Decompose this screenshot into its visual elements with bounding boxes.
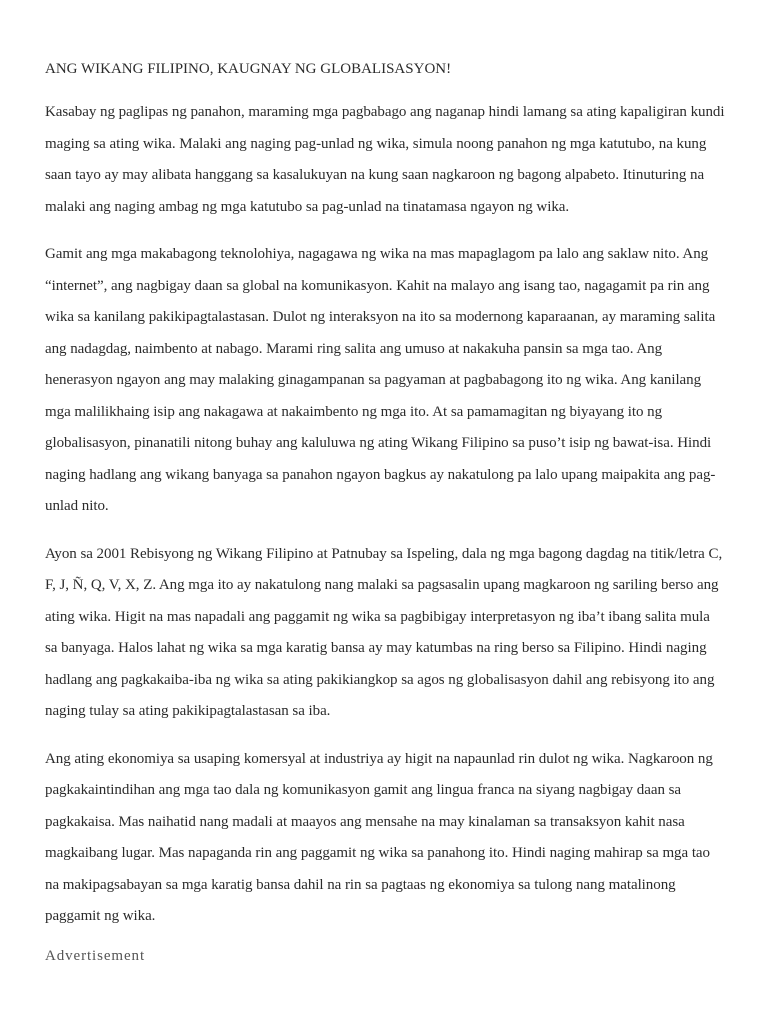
advertisement-label: Advertisement: [45, 948, 146, 964]
article-paragraph-1: Kasabay ng paglipas ng panahon, maraming mga pagbabago ang naganap hindi lamang sa ating kapaligiran kundi maging sa ating wika. Malaki ang naging pag-unlad ng wika, simula noong panahon ng mga katutubo, na kung saan tayo ay may alibata hanggang sa kasalukuyan na kung saan nagkaroon ng bagong alpabeto. Itinuturing na malaki ang naging ambag ng mga katutubo sa pag-unlad na tinatamasa ngayon ng wika.: [45, 104, 725, 215]
article-paragraph-3: Ayon sa 2001 Rebisyong ng Wikang Filipino at Patnubay sa Ispeling, dala ng mga bagong dagdag na titik/letra C, F, J, Ñ, Q, V, X, Z. Ang mga ito ay nakatulong nang malaki sa pagsasalin upang magkaroon ng sariling berso ang ating wika. Higit na mas napadali ang paggamit ng wika sa pagbibigay interpretasyon ng iba’t ibang salita mula sa banyaga. Halos lahat ng wika sa mga karatig bansa ay may katumbas na ring berso sa Filipino. Hindi naging hadlang ang pagkakaiba-iba ng wika sa ating pakikiangkop sa agos ng globalisasyon dahil ang rebisyong ito ang naging tulay sa ating pakikipagtalastasan sa iba.: [45, 545, 723, 719]
article: [45, 58, 725, 949]
article-paragraph-4: Ang ating ekonomiya sa usaping komersyal at industriya ay higit na napaunlad rin dulot ng wika. Nagkaroon ng pagkakaintindihan ang mga tao dala ng komunikasyon gamit ang lingua franca na siyang nagbigay daan sa pagkakaisa. Mas naihatid nang madali at maayos ang mensahe na may kinalaman sa transaksyon kahit nasa magkaibang lugar. Mas napaganda rin ang paggamit ng wika sa panahong ito. Hindi naging mahirap sa mga tao na makipagsabayan sa mga karatig bansa dahil na rin sa pagtaas ng ekonomiya sa tulong nang matalinong paggamit ng wika.: [45, 750, 713, 924]
article-title: ANG WIKANG FILIPINO, KAUGNAY NG GLOBALISASYON!: [45, 61, 452, 77]
article-paragraph-2: Gamit ang mga makabagong teknolohiya, nagagawa ng wika na mas mapaglagom pa lalo ang saklaw nito. Ang “internet”, ang nagbigay daan sa global na komunikasyon. Kahit na malayo ang isang tao, nagagamit pa rin ang wika sa kanilang pakikipagtalastasan. Dulot ng interaksyon na ito sa modernong kaparaanan, ay maraming salita ang nadagdag, naimbento at nabago. Marami ring salita ang umuso at nakakuha pansin sa mga tao. Ang henerasyon ngayon ang may malaking ginagampanan sa pagyaman at pagbabagong ito ng wika. Ang kanilang mga malilikhaing isip ang nakagawa at nakaimbento ng mga ito. At sa pamamagitan ng biyayang ito ng globalisasyon, pinanatili nitong buhay ang kaluluwa ng ating Wikang Filipino sa puso’t isip ng bawat-isa. Hindi naging hadlang ang wikang banyaga sa panahon ngayon bagkus ay nakatulong pa lalo upang maipakita ang pag-unlad nito.: [45, 246, 716, 514]
